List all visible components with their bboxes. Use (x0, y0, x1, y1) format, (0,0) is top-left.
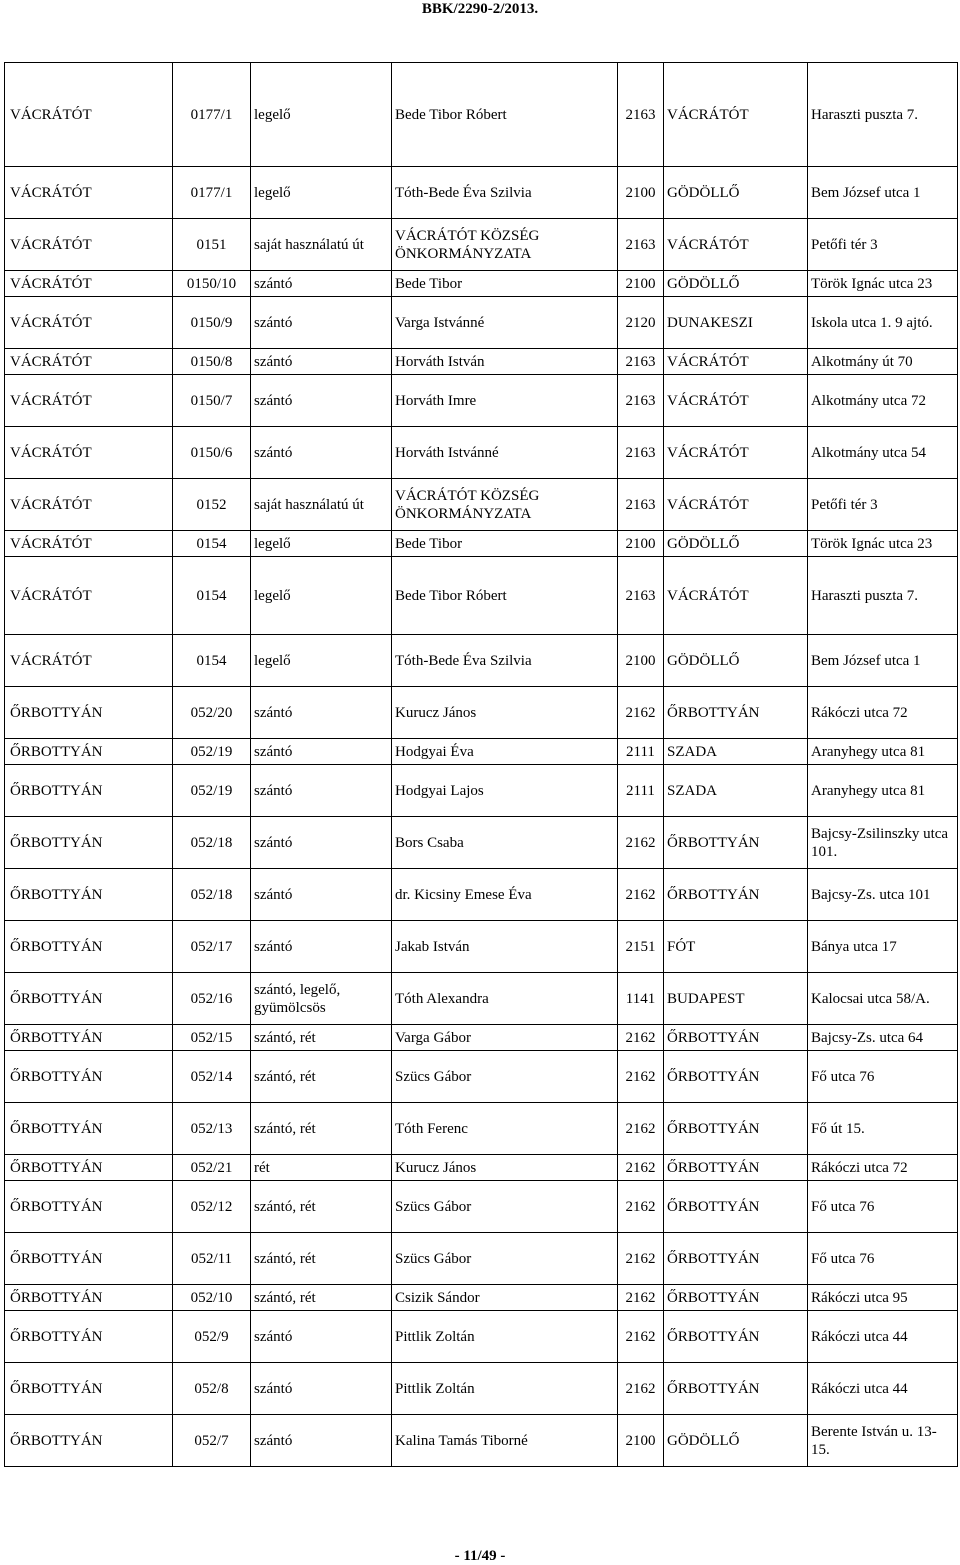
owner-address-cell: Petőfi tér 3 (808, 479, 958, 531)
postcode-cell: 2100 (618, 271, 664, 297)
table-row (5, 1415, 958, 1467)
settlement-cell: ŐRBOTTYÁN (5, 765, 173, 817)
postcode-cell: 2100 (618, 1415, 664, 1467)
settlement-cell: VÁCRÁTÓT (5, 375, 173, 427)
settlement-cell: VÁCRÁTÓT (5, 297, 173, 349)
table-row (5, 1025, 958, 1051)
parcel-number-cell: 052/11 (173, 1233, 251, 1285)
settlement-cell: ŐRBOTTYÁN (5, 1103, 173, 1155)
owner-name-cell: Jakab István (392, 921, 618, 973)
owner-city-cell: ŐRBOTTYÁN (664, 1155, 808, 1181)
parcel-number-cell: 052/20 (173, 687, 251, 739)
owner-address-cell: Kalocsai utca 58/A. (808, 973, 958, 1025)
owner-city-cell: ŐRBOTTYÁN (664, 687, 808, 739)
table-row (5, 219, 958, 271)
postcode-cell: 2120 (618, 297, 664, 349)
parcel-number-cell: 0150/7 (173, 375, 251, 427)
owner-city-cell: ŐRBOTTYÁN (664, 817, 808, 869)
owner-address-cell: Fő utca 76 (808, 1051, 958, 1103)
owner-address-cell: Rákóczi utca 72 (808, 1155, 958, 1181)
cultivation-cell: szántó (251, 1415, 392, 1467)
owner-city-cell: VÁCRÁTÓT (664, 63, 808, 167)
owner-name-cell: Bede Tibor (392, 271, 618, 297)
owner-city-cell: ŐRBOTTYÁN (664, 1103, 808, 1155)
cultivation-cell: szántó (251, 297, 392, 349)
cultivation-cell: szántó (251, 375, 392, 427)
owner-address-cell: Fő utca 76 (808, 1233, 958, 1285)
owner-address-cell: Aranyhegy utca 81 (808, 739, 958, 765)
cultivation-cell: szántó, rét (251, 1051, 392, 1103)
table-row (5, 349, 958, 375)
parcel-number-cell: 052/18 (173, 869, 251, 921)
parcel-number-cell: 0150/10 (173, 271, 251, 297)
cultivation-cell: szántó, legelő, gyümölcsös (251, 973, 392, 1025)
owner-city-cell: GÖDÖLLŐ (664, 1415, 808, 1467)
owner-name-cell: Hodgyai Éva (392, 739, 618, 765)
parcel-number-cell: 052/15 (173, 1025, 251, 1051)
owner-name-cell: Varga Gábor (392, 1025, 618, 1051)
parcel-number-cell: 052/8 (173, 1363, 251, 1415)
table-row (5, 739, 958, 765)
settlement-cell: ŐRBOTTYÁN (5, 817, 173, 869)
owner-address-cell: Berente István u. 13-15. (808, 1415, 958, 1467)
postcode-cell: 2162 (618, 1025, 664, 1051)
owner-name-cell: Pittlik Zoltán (392, 1311, 618, 1363)
cultivation-cell: saját használatú út (251, 479, 392, 531)
owner-name-cell: Varga Istvánné (392, 297, 618, 349)
owner-address-cell: Rákóczi utca 95 (808, 1285, 958, 1311)
parcel-number-cell: 0154 (173, 557, 251, 635)
table-row (5, 1285, 958, 1311)
settlement-cell: ŐRBOTTYÁN (5, 1415, 173, 1467)
owner-name-cell: Tóth-Bede Éva Szilvia (392, 167, 618, 219)
owner-city-cell: DUNAKESZI (664, 297, 808, 349)
owner-address-cell: Bajcsy-Zs. utca 101 (808, 869, 958, 921)
owner-city-cell: VÁCRÁTÓT (664, 219, 808, 271)
owner-address-cell: Alkotmány út 70 (808, 349, 958, 375)
parcel-number-cell: 0150/6 (173, 427, 251, 479)
table-row (5, 271, 958, 297)
postcode-cell: 2151 (618, 921, 664, 973)
owner-name-cell: Horváth István (392, 349, 618, 375)
settlement-cell: ŐRBOTTYÁN (5, 739, 173, 765)
settlement-cell: ŐRBOTTYÁN (5, 1181, 173, 1233)
postcode-cell: 2163 (618, 349, 664, 375)
table-row (5, 973, 958, 1025)
parcel-number-cell: 0152 (173, 479, 251, 531)
parcel-number-cell: 052/12 (173, 1181, 251, 1233)
parcel-number-cell: 052/18 (173, 817, 251, 869)
owner-city-cell: GÖDÖLLŐ (664, 167, 808, 219)
owner-address-cell: Rákóczi utca 72 (808, 687, 958, 739)
cultivation-cell: szántó, rét (251, 1181, 392, 1233)
settlement-cell: VÁCRÁTÓT (5, 349, 173, 375)
cultivation-cell: szántó, rét (251, 1285, 392, 1311)
postcode-cell: 2163 (618, 219, 664, 271)
settlement-cell: ŐRBOTTYÁN (5, 1051, 173, 1103)
table-row (5, 63, 958, 167)
postcode-cell: 1141 (618, 973, 664, 1025)
owner-name-cell: Horváth Imre (392, 375, 618, 427)
table-row (5, 635, 958, 687)
parcel-number-cell: 052/19 (173, 765, 251, 817)
cultivation-cell: szántó (251, 739, 392, 765)
postcode-cell: 2162 (618, 1233, 664, 1285)
cultivation-cell: szántó (251, 687, 392, 739)
owner-address-cell: Haraszti puszta 7. (808, 557, 958, 635)
cultivation-cell: szántó (251, 765, 392, 817)
owner-name-cell: Tóth Ferenc (392, 1103, 618, 1155)
parcel-number-cell: 052/7 (173, 1415, 251, 1467)
parcel-number-cell: 0150/9 (173, 297, 251, 349)
postcode-cell: 2162 (618, 817, 664, 869)
parcel-number-cell: 0177/1 (173, 167, 251, 219)
owner-city-cell: ŐRBOTTYÁN (664, 1363, 808, 1415)
table-row (5, 921, 958, 973)
table-row (5, 869, 958, 921)
settlement-cell: VÁCRÁTÓT (5, 219, 173, 271)
owner-city-cell: ŐRBOTTYÁN (664, 1025, 808, 1051)
postcode-cell: 2163 (618, 427, 664, 479)
cultivation-cell: szántó, rét (251, 1233, 392, 1285)
postcode-cell: 2162 (618, 1103, 664, 1155)
owner-address-cell: Rákóczi utca 44 (808, 1363, 958, 1415)
settlement-cell: ŐRBOTTYÁN (5, 1311, 173, 1363)
cultivation-cell: szántó (251, 817, 392, 869)
page-number-footer: - 11/49 - (454, 1548, 506, 1564)
owner-city-cell: ŐRBOTTYÁN (664, 869, 808, 921)
settlement-cell: VÁCRÁTÓT (5, 271, 173, 297)
postcode-cell: 2162 (618, 1363, 664, 1415)
owner-name-cell: Tóth Alexandra (392, 973, 618, 1025)
owner-name-cell: Szücs Gábor (392, 1181, 618, 1233)
cultivation-cell: szántó (251, 271, 392, 297)
owner-name-cell: Csizik Sándor (392, 1285, 618, 1311)
owner-name-cell: Szücs Gábor (392, 1051, 618, 1103)
cultivation-cell: szántó (251, 921, 392, 973)
settlement-cell: VÁCRÁTÓT (5, 427, 173, 479)
cultivation-cell: szántó (251, 427, 392, 479)
owner-name-cell: dr. Kicsiny Emese Éva (392, 869, 618, 921)
owner-name-cell: VÁCRÁTÓT KÖZSÉG ÖNKORMÁNYZATA (392, 479, 618, 531)
postcode-cell: 2162 (618, 1311, 664, 1363)
settlement-cell: ŐRBOTTYÁN (5, 1285, 173, 1311)
owner-address-cell: Haraszti puszta 7. (808, 63, 958, 167)
parcel-number-cell: 052/10 (173, 1285, 251, 1311)
cultivation-cell: szántó, rét (251, 1025, 392, 1051)
settlement-cell: ŐRBOTTYÁN (5, 1155, 173, 1181)
cultivation-cell: legelő (251, 635, 392, 687)
owner-address-cell: Török Ignác utca 23 (808, 271, 958, 297)
cultivation-cell: rét (251, 1155, 392, 1181)
owner-name-cell: Bede Tibor Róbert (392, 63, 618, 167)
table-row (5, 1155, 958, 1181)
postcode-cell: 2163 (618, 63, 664, 167)
settlement-cell: VÁCRÁTÓT (5, 557, 173, 635)
owner-city-cell: ŐRBOTTYÁN (664, 1311, 808, 1363)
table-row (5, 427, 958, 479)
cultivation-cell: szántó, rét (251, 1103, 392, 1155)
settlement-cell: ŐRBOTTYÁN (5, 687, 173, 739)
owner-city-cell: VÁCRÁTÓT (664, 349, 808, 375)
postcode-cell: 2162 (618, 1155, 664, 1181)
table-row (5, 1363, 958, 1415)
owner-name-cell: Hodgyai Lajos (392, 765, 618, 817)
owner-name-cell: Kalina Tamás Tiborné (392, 1415, 618, 1467)
settlement-cell: VÁCRÁTÓT (5, 479, 173, 531)
owner-address-cell: Fő út 15. (808, 1103, 958, 1155)
owner-name-cell: Bors Csaba (392, 817, 618, 869)
postcode-cell: 2162 (618, 1181, 664, 1233)
owner-address-cell: Bem József utca 1 (808, 167, 958, 219)
table-row (5, 687, 958, 739)
owner-city-cell: ŐRBOTTYÁN (664, 1051, 808, 1103)
parcel-number-cell: 052/14 (173, 1051, 251, 1103)
parcel-number-cell: 052/16 (173, 973, 251, 1025)
owner-address-cell: Alkotmány utca 54 (808, 427, 958, 479)
owner-address-cell: Török Ignác utca 23 (808, 531, 958, 557)
settlement-cell: ŐRBOTTYÁN (5, 1363, 173, 1415)
table-row (5, 817, 958, 869)
owner-name-cell: Bede Tibor Róbert (392, 557, 618, 635)
table-row (5, 1051, 958, 1103)
document-id-header: BBK/2290-2/2013. (421, 1, 539, 17)
postcode-cell: 2162 (618, 687, 664, 739)
postcode-cell: 2100 (618, 635, 664, 687)
owner-address-cell: Rákóczi utca 44 (808, 1311, 958, 1363)
owner-city-cell: VÁCRÁTÓT (664, 427, 808, 479)
owner-address-cell: Bajcsy-Zsilinszky utca 101. (808, 817, 958, 869)
owner-city-cell: SZADA (664, 739, 808, 765)
postcode-cell: 2163 (618, 557, 664, 635)
owner-name-cell: VÁCRÁTÓT KÖZSÉG ÖNKORMÁNYZATA (392, 219, 618, 271)
owner-address-cell: Bánya utca 17 (808, 921, 958, 973)
parcel-number-cell: 0151 (173, 219, 251, 271)
settlement-cell: ŐRBOTTYÁN (5, 1233, 173, 1285)
postcode-cell: 2162 (618, 1051, 664, 1103)
parcel-number-cell: 052/19 (173, 739, 251, 765)
settlement-cell: VÁCRÁTÓT (5, 167, 173, 219)
owner-name-cell: Kurucz János (392, 1155, 618, 1181)
table-row (5, 479, 958, 531)
table-row (5, 1311, 958, 1363)
parcel-number-cell: 0154 (173, 635, 251, 687)
owner-name-cell: Horváth Istvánné (392, 427, 618, 479)
parcel-owner-table (4, 62, 958, 1467)
settlement-cell: ŐRBOTTYÁN (5, 1025, 173, 1051)
settlement-cell: ŐRBOTTYÁN (5, 869, 173, 921)
parcel-number-cell: 0150/8 (173, 349, 251, 375)
owner-city-cell: GÖDÖLLŐ (664, 531, 808, 557)
table-row (5, 167, 958, 219)
cultivation-cell: legelő (251, 167, 392, 219)
parcel-number-cell: 0154 (173, 531, 251, 557)
postcode-cell: 2163 (618, 375, 664, 427)
owner-address-cell: Fő utca 76 (808, 1181, 958, 1233)
cultivation-cell: szántó (251, 349, 392, 375)
postcode-cell: 2111 (618, 765, 664, 817)
owner-city-cell: GÖDÖLLŐ (664, 635, 808, 687)
owner-name-cell: Kurucz János (392, 687, 618, 739)
owner-name-cell: Szücs Gábor (392, 1233, 618, 1285)
table-row (5, 557, 958, 635)
owner-name-cell: Bede Tibor (392, 531, 618, 557)
owner-address-cell: Bajcsy-Zs. utca 64 (808, 1025, 958, 1051)
settlement-cell: ŐRBOTTYÁN (5, 973, 173, 1025)
owner-city-cell: ŐRBOTTYÁN (664, 1285, 808, 1311)
owner-address-cell: Alkotmány utca 72 (808, 375, 958, 427)
cultivation-cell: saját használatú út (251, 219, 392, 271)
table-row (5, 765, 958, 817)
owner-city-cell: BUDAPEST (664, 973, 808, 1025)
owner-name-cell: Tóth-Bede Éva Szilvia (392, 635, 618, 687)
parcel-number-cell: 052/13 (173, 1103, 251, 1155)
parcel-number-cell: 0177/1 (173, 63, 251, 167)
table-row (5, 531, 958, 557)
settlement-cell: ŐRBOTTYÁN (5, 921, 173, 973)
postcode-cell: 2162 (618, 869, 664, 921)
owner-city-cell: ŐRBOTTYÁN (664, 1181, 808, 1233)
cultivation-cell: legelő (251, 557, 392, 635)
cultivation-cell: legelő (251, 531, 392, 557)
owner-city-cell: SZADA (664, 765, 808, 817)
owner-address-cell: Bem József utca 1 (808, 635, 958, 687)
table-row (5, 1233, 958, 1285)
postcode-cell: 2111 (618, 739, 664, 765)
postcode-cell: 2100 (618, 531, 664, 557)
table-row (5, 297, 958, 349)
settlement-cell: VÁCRÁTÓT (5, 63, 173, 167)
settlement-cell: VÁCRÁTÓT (5, 531, 173, 557)
owner-address-cell: Petőfi tér 3 (808, 219, 958, 271)
postcode-cell: 2100 (618, 167, 664, 219)
table-row (5, 1181, 958, 1233)
owner-address-cell: Iskola utca 1. 9 ajtó. (808, 297, 958, 349)
owner-city-cell: ŐRBOTTYÁN (664, 1233, 808, 1285)
postcode-cell: 2163 (618, 479, 664, 531)
settlement-cell: VÁCRÁTÓT (5, 635, 173, 687)
parcel-number-cell: 052/17 (173, 921, 251, 973)
table-row (5, 375, 958, 427)
postcode-cell: 2162 (618, 1285, 664, 1311)
cultivation-cell: szántó (251, 1363, 392, 1415)
table-row (5, 1103, 958, 1155)
owner-city-cell: VÁCRÁTÓT (664, 375, 808, 427)
owner-city-cell: FÓT (664, 921, 808, 973)
owner-name-cell: Pittlik Zoltán (392, 1363, 618, 1415)
parcel-number-cell: 052/9 (173, 1311, 251, 1363)
owner-city-cell: VÁCRÁTÓT (664, 479, 808, 531)
cultivation-cell: szántó (251, 869, 392, 921)
cultivation-cell: legelő (251, 63, 392, 167)
parcel-number-cell: 052/21 (173, 1155, 251, 1181)
owner-address-cell: Aranyhegy utca 81 (808, 765, 958, 817)
owner-city-cell: VÁCRÁTÓT (664, 557, 808, 635)
cultivation-cell: szántó (251, 1311, 392, 1363)
owner-city-cell: GÖDÖLLŐ (664, 271, 808, 297)
